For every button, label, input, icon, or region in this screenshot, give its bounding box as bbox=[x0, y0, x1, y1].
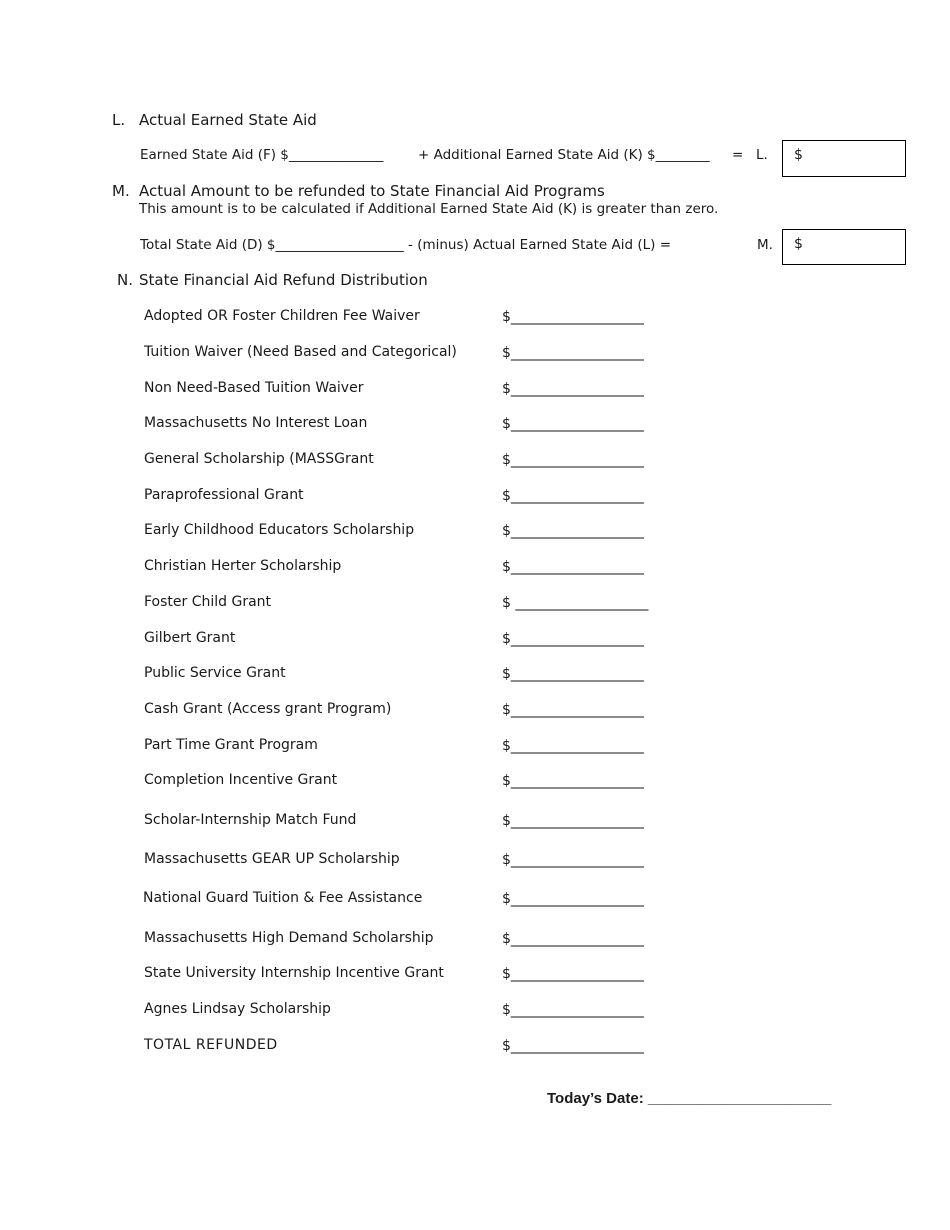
program-amount-field[interactable]: $___________________ bbox=[502, 381, 644, 397]
program-label: State University Internship Incentive Grant bbox=[144, 965, 444, 981]
refund-amount-box[interactable] bbox=[782, 229, 906, 265]
program-amount-field[interactable]: $___________________ bbox=[502, 891, 644, 907]
program-amount-field[interactable]: $___________________ bbox=[502, 631, 644, 647]
total-refunded-amount-field[interactable]: $___________________ bbox=[502, 1038, 644, 1054]
program-label: Gilbert Grant bbox=[144, 630, 236, 646]
program-label: Scholar-Internship Match Fund bbox=[144, 812, 357, 828]
program-amount-field[interactable]: $___________________ bbox=[502, 488, 644, 504]
program-label: Agnes Lindsay Scholarship bbox=[144, 1001, 331, 1017]
program-label: Non Need-Based Tuition Waiver bbox=[144, 380, 364, 396]
program-label: National Guard Tuition & Fee Assistance bbox=[143, 890, 423, 906]
program-label: General Scholarship (MASSGrant bbox=[144, 451, 374, 467]
program-label: Tuition Waiver (Need Based and Categorical) bbox=[144, 344, 457, 360]
program-amount-field[interactable]: $ ___________________ bbox=[502, 595, 649, 611]
program-label: Paraprofessional Grant bbox=[144, 487, 304, 503]
dollar-sign: $ bbox=[794, 236, 803, 252]
total-state-aid-formula-field[interactable]: Total State Aid (D) $___________________ - (minus) Actual Earned State Aid (L) = bbox=[140, 237, 672, 253]
program-amount-field[interactable]: $___________________ bbox=[502, 452, 644, 468]
program-label: Massachusetts GEAR UP Scholarship bbox=[144, 851, 400, 867]
todays-date-field[interactable]: Today’s Date: ______________________ bbox=[547, 1090, 832, 1107]
program-label: Part Time Grant Program bbox=[144, 737, 318, 753]
additional-earned-state-aid-field[interactable]: + Additional Earned State Aid (K) $________ bbox=[418, 147, 710, 163]
section-m-title: Actual Amount to be refunded to State Financial Aid Programs bbox=[139, 182, 605, 200]
program-label: Public Service Grant bbox=[144, 665, 286, 681]
program-amount-field[interactable]: $___________________ bbox=[502, 1002, 644, 1018]
total-refunded-label: TOTAL REFUNDED bbox=[144, 1037, 278, 1053]
program-amount-field[interactable]: $___________________ bbox=[502, 813, 644, 829]
program-label: Completion Incentive Grant bbox=[144, 772, 338, 788]
section-l-title: Actual Earned State Aid bbox=[139, 111, 317, 129]
program-amount-field[interactable]: $___________________ bbox=[502, 559, 644, 575]
earned-state-aid-field[interactable]: Earned State Aid (F) $______________ bbox=[140, 147, 384, 163]
program-amount-field[interactable]: $___________________ bbox=[502, 852, 644, 868]
equals-sign: = bbox=[732, 147, 744, 163]
program-amount-field[interactable]: $___________________ bbox=[502, 666, 644, 682]
actual-earned-state-aid-box[interactable] bbox=[782, 140, 906, 177]
program-amount-field[interactable]: $___________________ bbox=[502, 773, 644, 789]
program-label: Cash Grant (Access grant Program) bbox=[144, 701, 392, 717]
program-amount-field[interactable]: $___________________ bbox=[502, 738, 644, 754]
program-amount-field[interactable]: $___________________ bbox=[502, 345, 644, 361]
section-l-letter: L. bbox=[112, 111, 126, 129]
program-label: Adopted OR Foster Children Fee Waiver bbox=[144, 308, 420, 324]
program-amount-field[interactable]: $___________________ bbox=[502, 966, 644, 982]
section-n-letter: N. bbox=[117, 271, 133, 289]
program-label: Early Childhood Educators Scholarship bbox=[144, 522, 415, 538]
program-amount-field[interactable]: $___________________ bbox=[502, 523, 644, 539]
program-label: Massachusetts High Demand Scholarship bbox=[144, 930, 434, 946]
program-label: Foster Child Grant bbox=[144, 594, 272, 610]
section-n-title: State Financial Aid Refund Distribution bbox=[139, 271, 428, 289]
program-label: Christian Herter Scholarship bbox=[144, 558, 342, 574]
section-m-letter: M. bbox=[112, 182, 130, 200]
program-amount-field[interactable]: $___________________ bbox=[502, 309, 644, 325]
program-amount-field[interactable]: $___________________ bbox=[502, 702, 644, 718]
dollar-sign: $ bbox=[794, 147, 803, 163]
section-m-result-label: M. bbox=[757, 237, 773, 253]
program-amount-field[interactable]: $___________________ bbox=[502, 931, 644, 947]
program-label: Massachusetts No Interest Loan bbox=[144, 415, 368, 431]
section-m-note: This amount is to be calculated if Additional Earned State Aid (K) is greater than zero. bbox=[139, 201, 719, 217]
section-l-result-label: L. bbox=[756, 147, 768, 163]
program-amount-field[interactable]: $___________________ bbox=[502, 416, 644, 432]
